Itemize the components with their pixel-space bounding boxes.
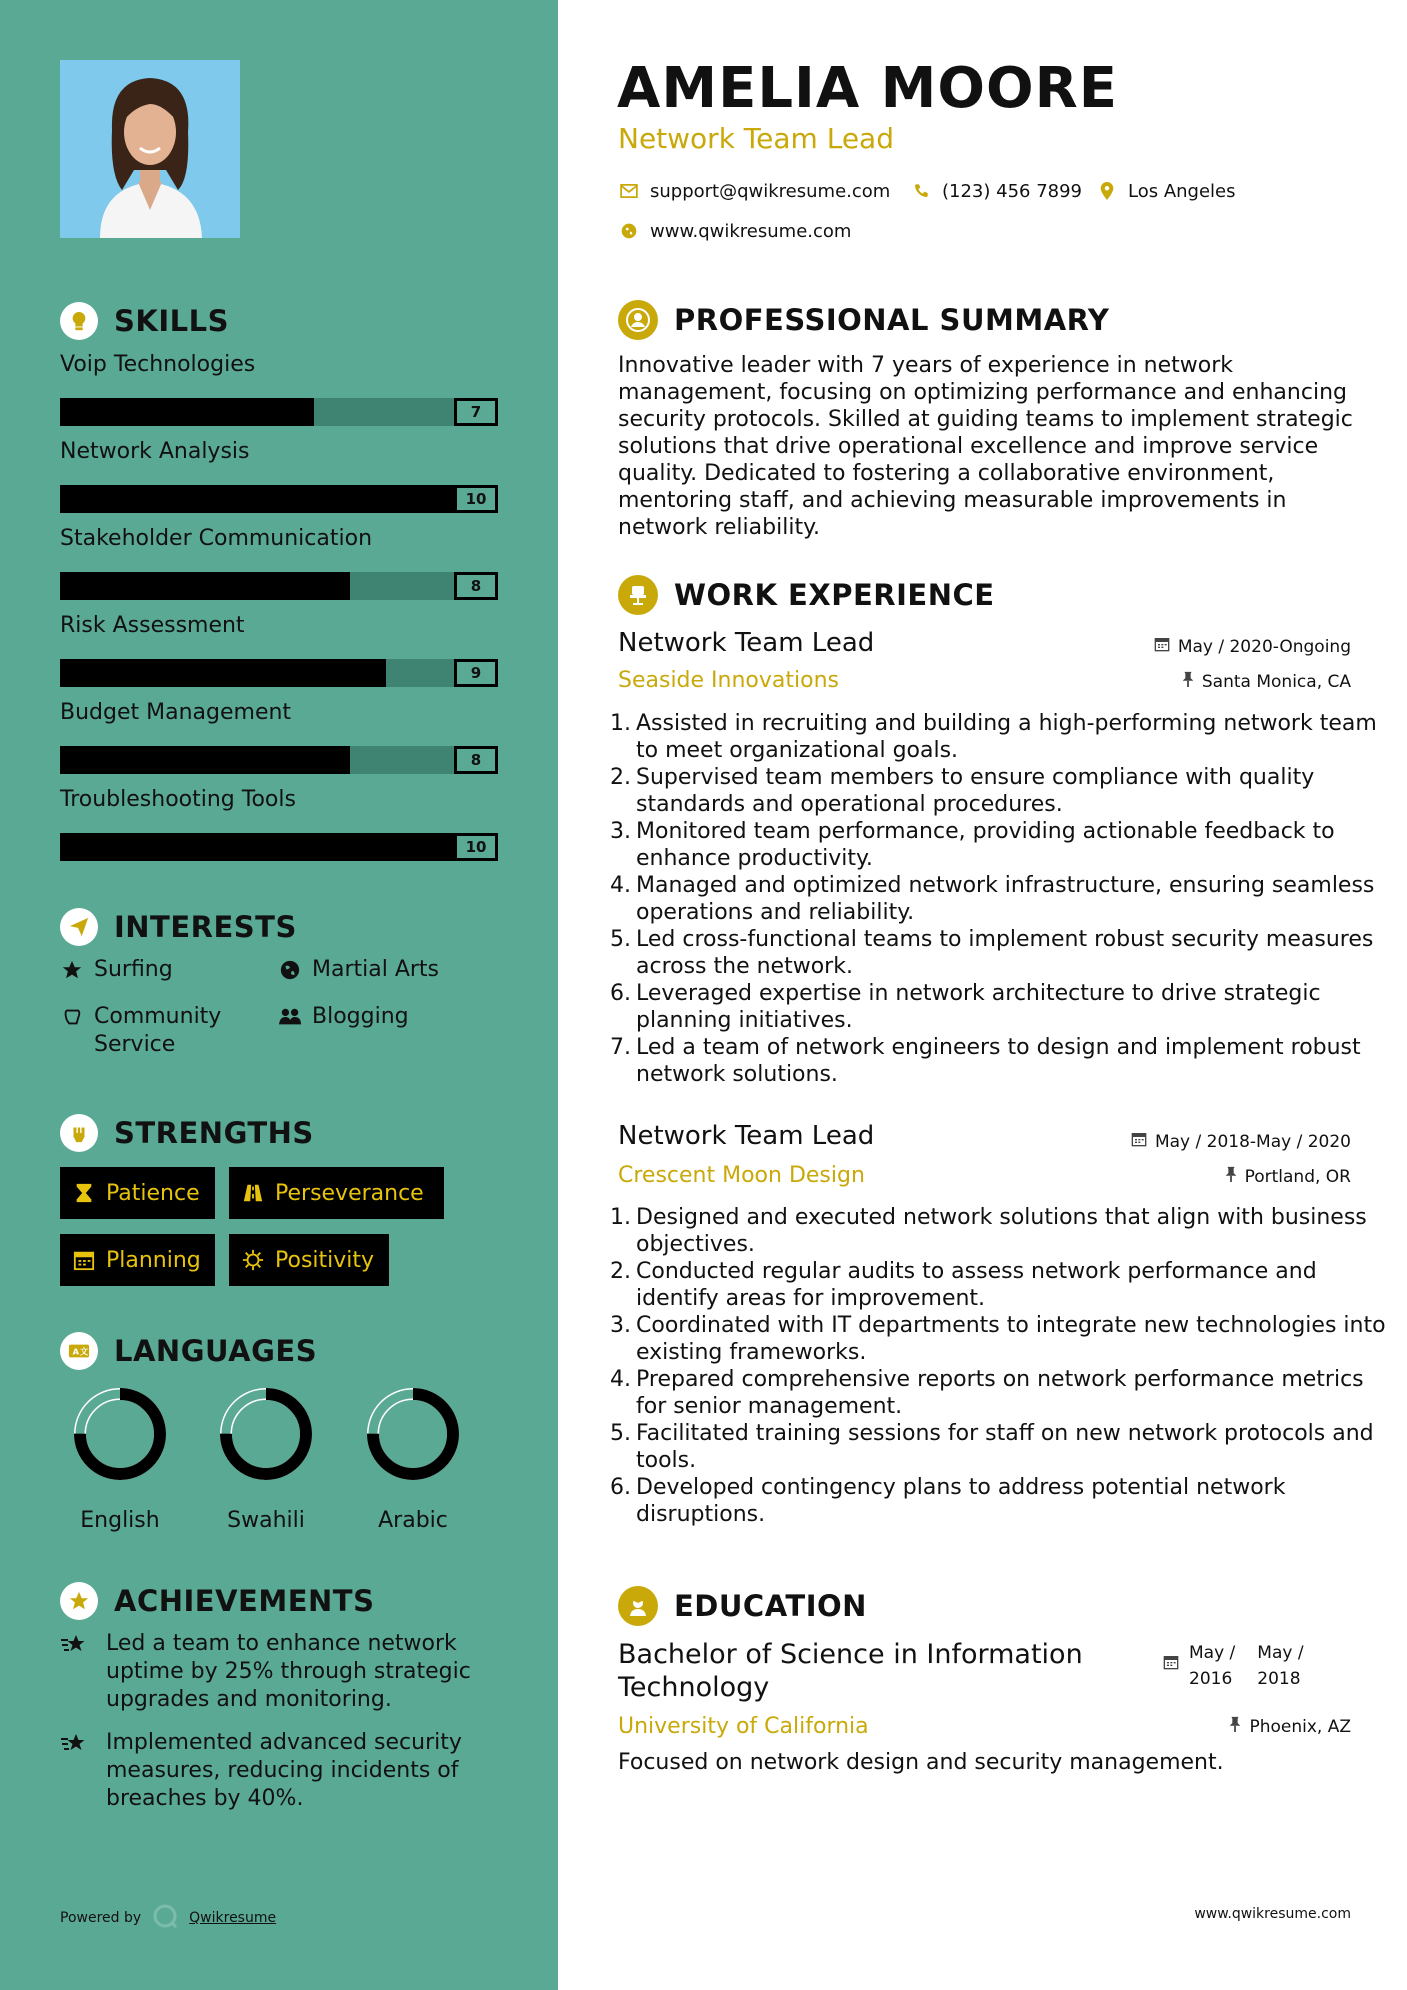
education-location-text: Phoenix, AZ	[1249, 1716, 1351, 1737]
skill-name: Budget Management	[60, 700, 292, 725]
globe-icon	[618, 220, 640, 242]
achievement-item	[60, 1729, 500, 1813]
interest-item	[278, 956, 439, 984]
job-title: Network Team Lead	[618, 1121, 875, 1151]
job-bullet	[610, 926, 1388, 980]
qwikresume-logo-icon	[151, 1902, 179, 1934]
skill-bar	[60, 746, 498, 774]
interest-item	[278, 1003, 409, 1031]
languages-heading	[60, 1332, 317, 1370]
job-dates-text: May / 2018-May / 2020	[1154, 1131, 1351, 1152]
bullet-number: 5.	[610, 927, 631, 952]
profile-photo	[60, 60, 240, 238]
bullet-text: Designed and executed network solutions that align with business objectives.	[636, 1205, 1367, 1257]
education-start	[1189, 1640, 1235, 1692]
skill-name: Risk Assessment	[60, 613, 245, 638]
skill-name: Network Analysis	[60, 439, 250, 464]
envelope-icon	[618, 180, 640, 202]
achievement-text: Led a team to enhance network uptime by 25% through strategic upgrades and monitoring.	[106, 1631, 471, 1712]
skill-bar	[60, 833, 498, 861]
education-description: Focused on network design and security management.	[618, 1750, 1224, 1775]
skill-level: 10	[454, 485, 498, 513]
bullet-number: 6.	[610, 1475, 631, 1500]
svg-text:A: A	[72, 1346, 80, 1357]
education-start-year: 2016	[1189, 1669, 1233, 1689]
interest-item	[60, 1003, 260, 1059]
phone-text: (123) 456 7899	[942, 180, 1083, 202]
skill-level: 8	[454, 746, 498, 774]
star-badge-icon	[60, 1582, 98, 1620]
skill-bar	[60, 659, 498, 687]
powered-by	[60, 1902, 276, 1934]
contact-location	[1096, 180, 1236, 202]
email-link[interactable]: support@qwikresume.com	[650, 180, 891, 202]
skill-level: 10	[454, 833, 498, 861]
job-location-text: Portland, OR	[1244, 1166, 1351, 1187]
skill-bar	[60, 485, 498, 513]
skill-name: Stakeholder Communication	[60, 526, 373, 551]
contact-email	[618, 180, 890, 202]
achievements-heading	[60, 1582, 374, 1620]
hand-icon	[60, 1003, 84, 1031]
language-item	[206, 1386, 326, 1533]
office-chair-icon	[618, 575, 658, 615]
languages-title: LANGUAGES	[114, 1334, 318, 1368]
skill-bar	[60, 398, 498, 426]
bullet-text: Developed contingency plans to address potential network disruptions.	[636, 1475, 1286, 1527]
fist-icon	[60, 1114, 98, 1152]
pin-icon	[1225, 1166, 1237, 1187]
star-icon	[60, 956, 84, 984]
job-bullet	[610, 1474, 1388, 1528]
education-title: EDUCATION	[674, 1589, 867, 1623]
skill-name: Voip Technologies	[60, 352, 256, 377]
website-link[interactable]: www.qwikresume.com	[650, 220, 852, 242]
job-location-text: Santa Monica, CA	[1201, 671, 1351, 692]
calendar-icon	[1154, 636, 1170, 657]
skill-item	[60, 611, 498, 687]
calendar-icon	[1131, 1131, 1147, 1152]
language-proficiency-ring	[365, 1386, 461, 1482]
bullet-number: 6.	[610, 981, 631, 1006]
interest-label: Martial Arts	[312, 957, 440, 982]
location-text: Los Angeles	[1128, 180, 1236, 202]
user-icon	[618, 300, 658, 340]
skill-item	[60, 437, 498, 513]
bullet-number: 5.	[610, 1421, 631, 1446]
skill-bar	[60, 572, 498, 600]
sun-icon	[241, 1248, 265, 1272]
bullet-number: 4.	[610, 873, 631, 898]
skill-bar-fill	[60, 746, 350, 774]
job-bullet	[610, 1258, 1388, 1312]
strength-label: Patience	[106, 1180, 200, 1206]
footer-url[interactable]: www.qwikresume.com	[1194, 1906, 1351, 1922]
skill-item	[60, 350, 498, 426]
language-name: Arabic	[378, 1508, 448, 1533]
pin-icon	[1229, 1716, 1241, 1737]
bullet-text: Conducted regular audits to assess network performance and identify areas for improvement.	[636, 1259, 1317, 1311]
job-dates	[1154, 636, 1351, 657]
job-bullet	[610, 1204, 1388, 1258]
language-icon	[60, 1332, 98, 1370]
interests-heading	[60, 908, 297, 946]
achievements-title: ACHIEVEMENTS	[114, 1584, 375, 1618]
candidate-role: Network Team Lead	[618, 122, 894, 155]
shooting-star-icon	[60, 1630, 92, 1714]
education-heading	[618, 1586, 867, 1626]
job-dates-text: May / 2020-Ongoing	[1177, 636, 1351, 657]
bullet-number: 4.	[610, 1367, 631, 1392]
skill-level: 7	[454, 398, 498, 426]
education-end	[1257, 1640, 1303, 1692]
strength-label: Positivity	[275, 1247, 375, 1273]
job-bullet	[610, 764, 1388, 818]
bullet-number: 1.	[610, 1205, 631, 1230]
bullet-text: Led cross-functional teams to implement robust security measures across the network.	[636, 927, 1374, 979]
skill-item	[60, 524, 498, 600]
job-responsibilities	[610, 710, 1388, 1088]
qwikresume-link[interactable]: Qwikresume	[189, 1910, 277, 1926]
bullet-text: Monitored team performance, providing actionable feedback to enhance productivity.	[636, 819, 1335, 871]
skill-bar-fill	[60, 572, 350, 600]
users-icon	[278, 1003, 302, 1031]
bullet-number: 7.	[610, 1035, 631, 1060]
bullet-text: Supervised team members to ensure compliance with quality standards and operational procedures.	[636, 765, 1315, 817]
strengths-heading	[60, 1114, 314, 1152]
sidebar	[0, 0, 558, 1990]
achievement-item	[60, 1630, 500, 1714]
shooting-star-icon	[60, 1729, 92, 1813]
skills-title: SKILLS	[114, 304, 229, 338]
job-bullet	[610, 710, 1388, 764]
paper-plane-icon	[60, 908, 98, 946]
job-title: Network Team Lead	[618, 628, 875, 658]
bullet-number: 1.	[610, 711, 631, 736]
job-company: Seaside Innovations	[618, 668, 839, 693]
svg-text:文: 文	[79, 1346, 89, 1357]
contact-phone	[910, 180, 1082, 202]
powered-by-label: Powered by	[60, 1910, 142, 1926]
interest-label: Blogging	[312, 1004, 409, 1029]
skill-item	[60, 698, 498, 774]
education-school: University of California	[618, 1714, 869, 1739]
graduate-icon	[618, 1586, 658, 1626]
candidate-name: AMELIA MOORE	[617, 56, 1118, 121]
pin-icon	[1182, 671, 1194, 692]
interest-label: Community Service	[94, 1004, 222, 1057]
contact-website	[618, 220, 851, 242]
phone-icon	[910, 180, 932, 202]
globe-icon	[278, 956, 302, 984]
skill-bar-fill	[60, 833, 454, 861]
skill-level: 8	[454, 572, 498, 600]
job-bullet	[610, 1366, 1388, 1420]
road-icon	[241, 1181, 265, 1205]
bullet-text: Managed and optimized network infrastructure, ensuring seamless operations and reliability.	[636, 873, 1375, 925]
skill-level: 9	[454, 659, 498, 687]
job-dates	[1131, 1131, 1351, 1152]
bullet-number: 2.	[610, 765, 631, 790]
job-bullet	[610, 818, 1388, 872]
education-end-year: 2018	[1257, 1669, 1301, 1689]
strengths-title: STRENGTHS	[114, 1116, 314, 1150]
strength-label: Perseverance	[275, 1180, 424, 1206]
job-location	[1182, 671, 1351, 692]
map-pin-icon	[1096, 180, 1118, 202]
skills-heading	[60, 302, 229, 340]
education-degree: Bachelor of Science in Information Technology	[618, 1639, 1083, 1703]
language-proficiency-ring	[72, 1386, 168, 1482]
education-end-month: May /	[1257, 1643, 1304, 1663]
skill-bar-fill	[60, 398, 314, 426]
job-company: Crescent Moon Design	[618, 1163, 865, 1188]
skill-item	[60, 785, 498, 861]
strength-badge	[229, 1167, 444, 1219]
language-proficiency-ring	[218, 1386, 314, 1482]
achievement-text: Implemented advanced security measures, reducing incidents of breaches by 40%.	[106, 1730, 462, 1811]
main-content	[558, 0, 1407, 1990]
language-item	[60, 1386, 180, 1533]
skill-name: Troubleshooting Tools	[60, 787, 296, 812]
skill-bar-fill	[60, 485, 454, 513]
job-bullet	[610, 980, 1388, 1034]
bullet-text: Led a team of network engineers to design and implement robust network solutions.	[636, 1035, 1361, 1087]
summary-text: Innovative leader with 7 years of experience in network management, focusing on optimizing performance and enhancing security protocols. Skilled at guiding teams to implement strategic solutions that drive operational excellence and improve service quality. Dedicated to fostering a collaborative environment, mentoring staff, and achieving measurable improvements in network reliability.	[618, 353, 1353, 540]
experience-title: WORK EXPERIENCE	[674, 578, 995, 612]
bullet-text: Prepared comprehensive reports on network performance metrics for senior management.	[636, 1367, 1364, 1419]
calendar-icon	[72, 1248, 96, 1272]
strength-label: Planning	[106, 1247, 201, 1273]
skill-bar-fill	[60, 659, 386, 687]
summary-title: PROFESSIONAL SUMMARY	[674, 303, 1110, 337]
hourglass-icon	[72, 1181, 96, 1205]
job-location	[1225, 1166, 1351, 1187]
language-name: English	[80, 1508, 160, 1533]
job-bullet	[610, 1420, 1388, 1474]
interests-title: INTERESTS	[114, 910, 297, 944]
bullet-number: 3.	[610, 819, 631, 844]
job-bullet	[610, 1312, 1388, 1366]
lightbulb-icon	[60, 302, 98, 340]
education-dates	[1163, 1640, 1304, 1692]
bullet-text: Facilitated training sessions for staff on new network protocols and tools.	[636, 1421, 1374, 1473]
strength-badge	[60, 1167, 215, 1219]
summary-heading	[618, 300, 1109, 340]
job-bullet	[610, 872, 1388, 926]
bullet-text: Leveraged expertise in network architecture to drive strategic planning initiatives.	[636, 981, 1321, 1033]
bullet-number: 2.	[610, 1259, 631, 1284]
language-name: Swahili	[227, 1508, 305, 1533]
calendar-icon	[1163, 1640, 1179, 1692]
education-location	[1229, 1716, 1351, 1737]
experience-heading	[618, 575, 995, 615]
strength-badge	[229, 1234, 389, 1286]
bullet-text: Coordinated with IT departments to integrate new technologies into existing frameworks.	[636, 1313, 1386, 1365]
interest-label: Surfing	[94, 957, 173, 982]
strength-badge	[60, 1234, 215, 1286]
job-bullet	[610, 1034, 1388, 1088]
bullet-text: Assisted in recruiting and building a high-performing network team to meet organizational goals.	[636, 711, 1377, 763]
education-start-month: May /	[1189, 1643, 1236, 1663]
language-item	[353, 1386, 473, 1533]
job-responsibilities	[610, 1204, 1388, 1528]
bullet-number: 3.	[610, 1313, 631, 1338]
interest-item	[60, 956, 173, 984]
